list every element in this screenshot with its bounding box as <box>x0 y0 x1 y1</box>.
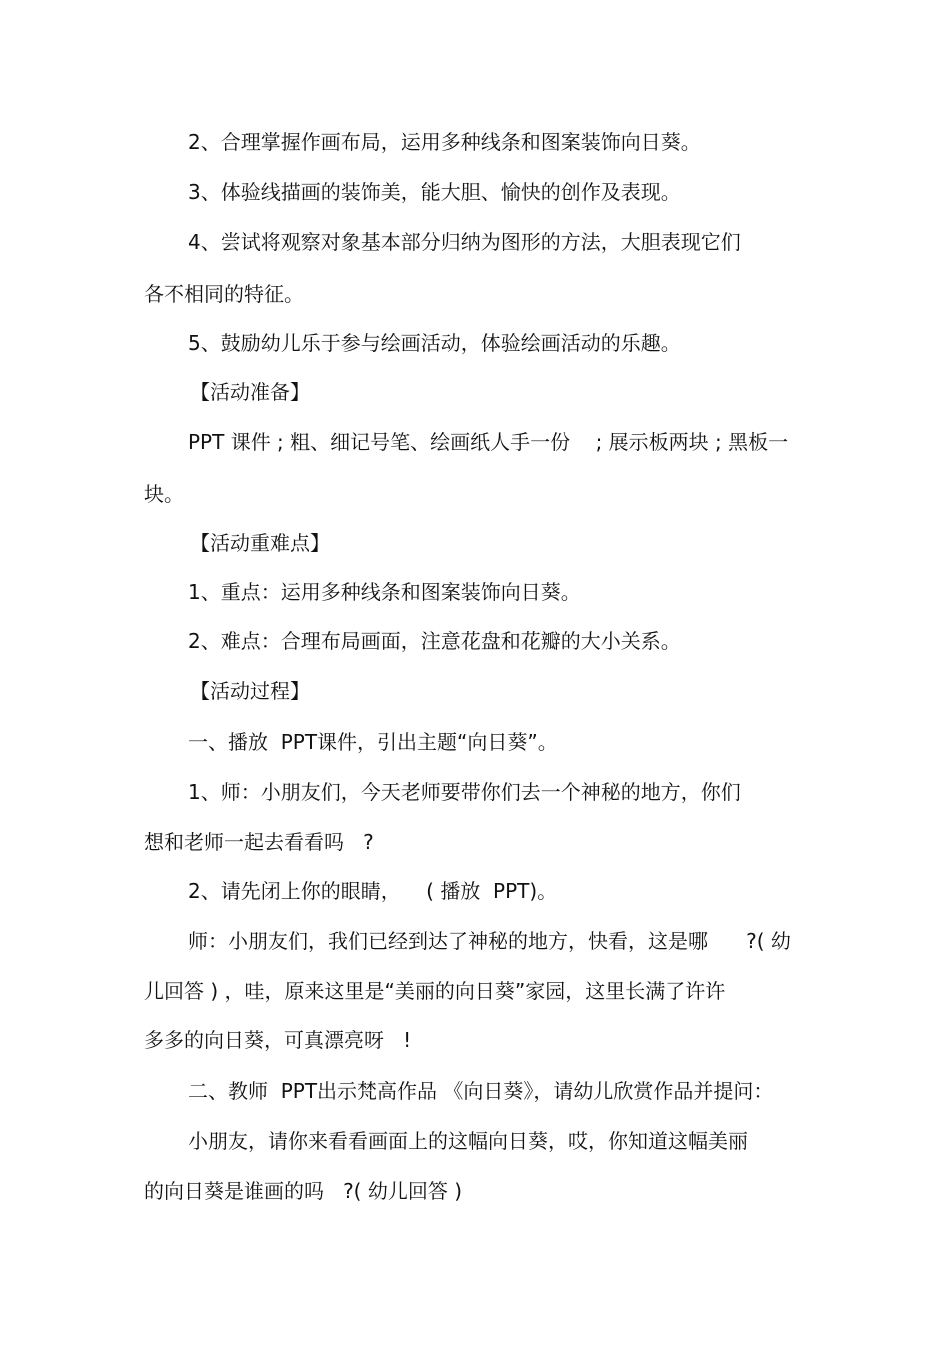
question-line-1: 小朋友，请你来看看画面上的这幅向日葵，哎，你知道这幅美丽 <box>188 1129 748 1153</box>
teacher-line-3: 多多的向日葵，可真漂亮呀 ! <box>144 1028 412 1052</box>
preparation-line-1: PPT 课件 ; 粗、细记号笔、绘画纸人手一份 ; 展示板两块 ; 黑板一 <box>188 430 789 454</box>
section-heading-preparation: 【活动准备】 <box>190 380 310 404</box>
process-2: 2、请先闭上你的眼睛， ( 播放 PPT)。 <box>188 879 558 903</box>
process-step-2: 二、教师 PPT出示梵高作品 《向日葵》，请幼儿欣赏作品并提问： <box>188 1079 774 1103</box>
preparation-line-2: 块。 <box>144 482 184 506</box>
process-1-line-2: 想和老师一起去看看吗 ? <box>144 830 374 854</box>
section-heading-process: 【活动过程】 <box>190 679 310 703</box>
process-step-1: 一、播放 PPT课件，引出主题“向日葵”。 <box>188 730 558 754</box>
process-1-line-1: 1、师：小朋友们，今天老师要带你们去一个神秘的地方，你们 <box>188 780 741 804</box>
objective-4-line-2: 各不相同的特征。 <box>144 282 304 306</box>
objective-3: 3、体验线描画的装饰美，能大胆、愉快的创作及表现。 <box>188 180 681 204</box>
key-point-1: 1、重点：运用多种线条和图案装饰向日葵。 <box>188 580 581 604</box>
teacher-line-2: 儿回答 ) ，哇，原来这里是“美丽的向日葵”家园，这里长满了许许 <box>144 979 726 1003</box>
question-line-2: 的向日葵是谁画的吗 ?( 幼儿回答 ) <box>144 1179 463 1203</box>
teacher-line-1: 师：小朋友们，我们已经到达了神秘的地方，快看，这是哪 ?( 幼 <box>188 929 791 953</box>
objective-2: 2、合理掌握作画布局，运用多种线条和图案装饰向日葵。 <box>188 130 701 154</box>
key-point-2: 2、难点：合理布局画面，注意花盘和花瓣的大小关系。 <box>188 629 681 653</box>
objective-5: 5、鼓励幼儿乐于参与绘画活动，体验绘画活动的乐趣。 <box>188 331 681 355</box>
objective-4-line-1: 4、尝试将观察对象基本部分归纳为图形的方法，大胆表现它们 <box>188 230 741 254</box>
section-heading-key-points: 【活动重难点】 <box>190 531 330 555</box>
